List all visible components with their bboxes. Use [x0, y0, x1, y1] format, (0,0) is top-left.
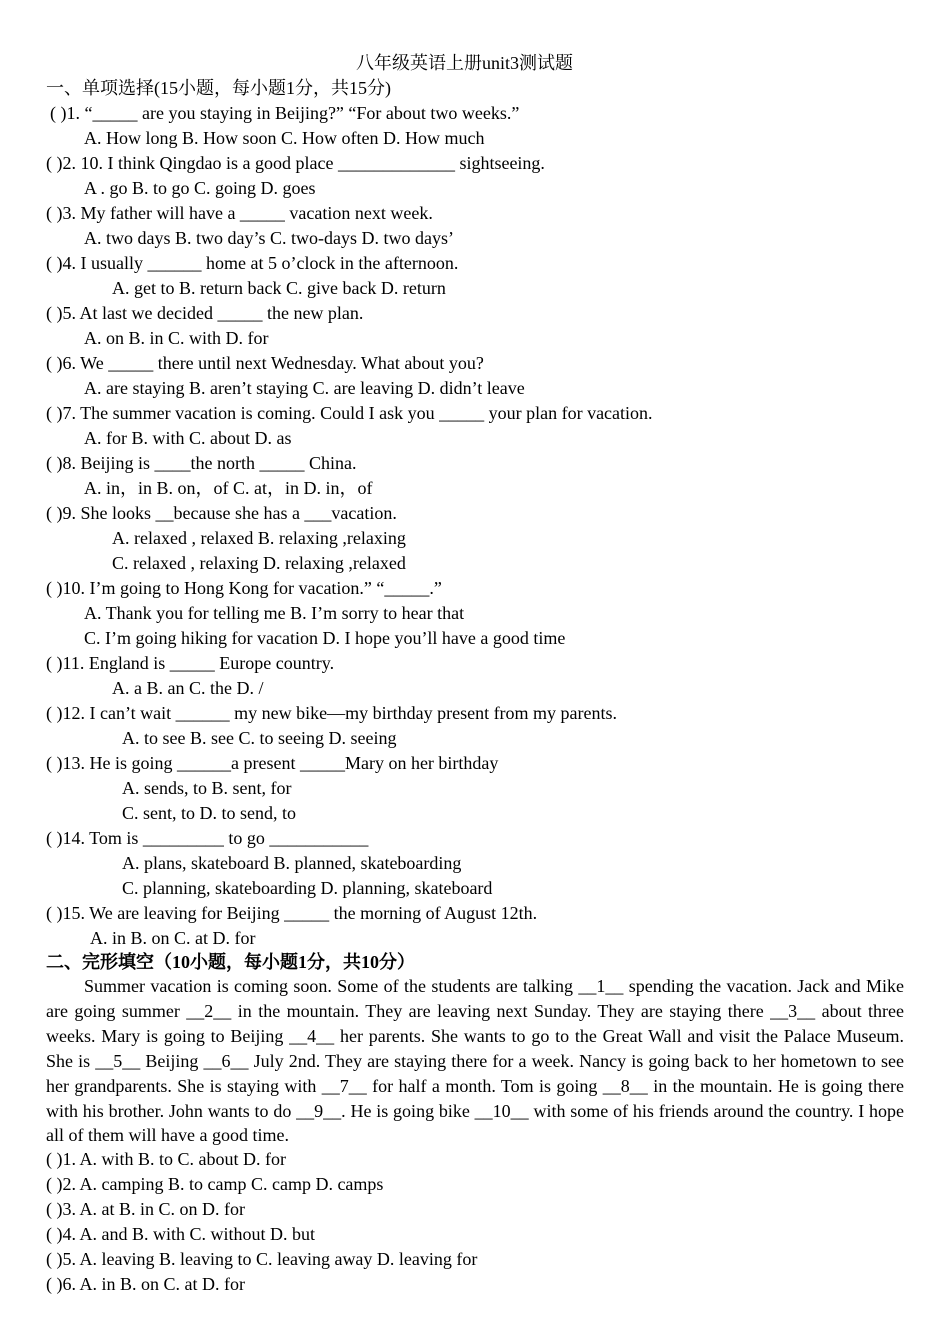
q10: ( )10. I’m going to Hong Kong for vacation.” “_____.” — [46, 578, 442, 598]
cloze-passage — [46, 974, 904, 1148]
q2-options: A . go B. to go C. going D. goes — [84, 178, 316, 198]
q4-options: A. get to B. return back C. give back D. return — [112, 278, 446, 298]
q15: ( )15. We are leaving for Beijing _____ the morning of August 12th. — [46, 903, 538, 923]
q3: ( )3. My father will have a _____ vacation next week. — [46, 203, 433, 223]
q14: ( )14. Tom is _________ to go ___________ — [46, 828, 369, 848]
cloze-passage-text: Summer vacation is coming soon. Some of the students are talking __1__ spending the vacation. Jack and Mike are going summer __2__ in the mountain. They are leaving next Sunday. They are staying there __3__ about three weeks. Mary is going to Beijing __4__ her parents. She wants to go to the Great Wall and visit the Palace Museum. She is __5__ Beijing __6__ July 2nd. They are staying there for a week. Nancy is going back to her hometown to see her grandparents. She is staying with __7__ for half a month. Tom is going __8__ in the mountain. He is going there with his brother. John wants to do __9__. He is going bike __10__ with some of his friends around the country. I hope all of them will have a good time. — [46, 976, 904, 1146]
q12-options: A. to see B. see C. to seeing D. seeing — [122, 728, 397, 748]
q9-options-ab: A. relaxed , relaxed B. relaxing ,relaxing — [112, 528, 406, 548]
q9-options-cd: C. relaxed , relaxing D. relaxing ,relaxed — [112, 553, 406, 573]
q14-options-ab: A. plans, skateboard B. planned, skateboarding — [122, 853, 462, 873]
q12: ( )12. I can’t wait ______ my new bike—my birthday present from my parents. — [46, 703, 618, 723]
q10-options-cd: C. I’m going hiking for vacation D. I hope you’ll have a good time — [84, 628, 566, 648]
cloze-q6: ( )6. A. in B. on C. at D. for — [46, 1274, 245, 1294]
q5: ( )5. At last we decided _____ the new plan. — [46, 303, 364, 323]
q14-options-cd: C. planning, skateboarding D. planning, skateboard — [122, 878, 493, 898]
q7-options: A. for B. with C. about D. as — [84, 428, 292, 448]
cloze-q5: ( )5. A. leaving B. leaving to C. leaving away D. leaving for — [46, 1249, 478, 1269]
q10-options-ab: A. Thank you for telling me B. I’m sorry to hear that — [84, 603, 465, 623]
q11-options: A. a B. an C. the D. / — [112, 678, 264, 698]
q2: ( )2. 10. I think Qingdao is a good place _____________ sightseeing. — [46, 153, 545, 173]
cloze-q1: ( )1. A. with B. to C. about D. for — [46, 1149, 286, 1169]
q13: ( )13. He is going ______a present _____Mary on her birthday — [46, 753, 499, 773]
q11: ( )11. England is _____ Europe country. — [46, 653, 335, 673]
section1-heading: 一、单项选择(15小题，每小题1分，共15分) — [46, 78, 391, 98]
q13-options-cd: C. sent, to D. to send, to — [122, 803, 296, 823]
cloze-q3: ( )3. A. at B. in C. on D. for — [46, 1199, 245, 1219]
q15-options: A. in B. on C. at D. for — [90, 928, 256, 948]
q13-options-ab: A. sends, to B. sent, for — [122, 778, 292, 798]
q1-options: A. How long B. How soon C. How often D. How much — [84, 128, 485, 148]
q6: ( )6. We _____ there until next Wednesday. What about you? — [46, 353, 484, 373]
q5-options: A. on B. in C. with D. for — [84, 328, 269, 348]
cloze-q4: ( )4. A. and B. with C. without D. but — [46, 1224, 315, 1244]
q8-options: A. in，in B. on，of C. at，in D. in，of — [84, 478, 373, 498]
q1: ( )1. “_____ are you staying in Beijing?” “For about two weeks.” — [50, 103, 520, 123]
q9: ( )9. She looks __because she has a ___vacation. — [46, 503, 397, 523]
q8: ( )8. Beijing is ____the north _____ China. — [46, 453, 357, 473]
section2-heading: 二、完形填空（10小题，每小题1分，共10分） — [46, 952, 415, 972]
q7: ( )7. The summer vacation is coming. Could I ask you _____ your plan for vacation. — [46, 403, 653, 423]
q6-options: A. are staying B. aren’t staying C. are leaving D. didn’t leave — [84, 378, 525, 398]
q4: ( )4. I usually ______ home at 5 o’clock in the afternoon. — [46, 253, 459, 273]
q3-options: A. two days B. two day’s C. two-days D. two days’ — [84, 228, 454, 248]
cloze-q2: ( )2. A. camping B. to camp C. camp D. camps — [46, 1174, 384, 1194]
page-title: 八年级英语上册unit3测试题 — [356, 53, 574, 73]
